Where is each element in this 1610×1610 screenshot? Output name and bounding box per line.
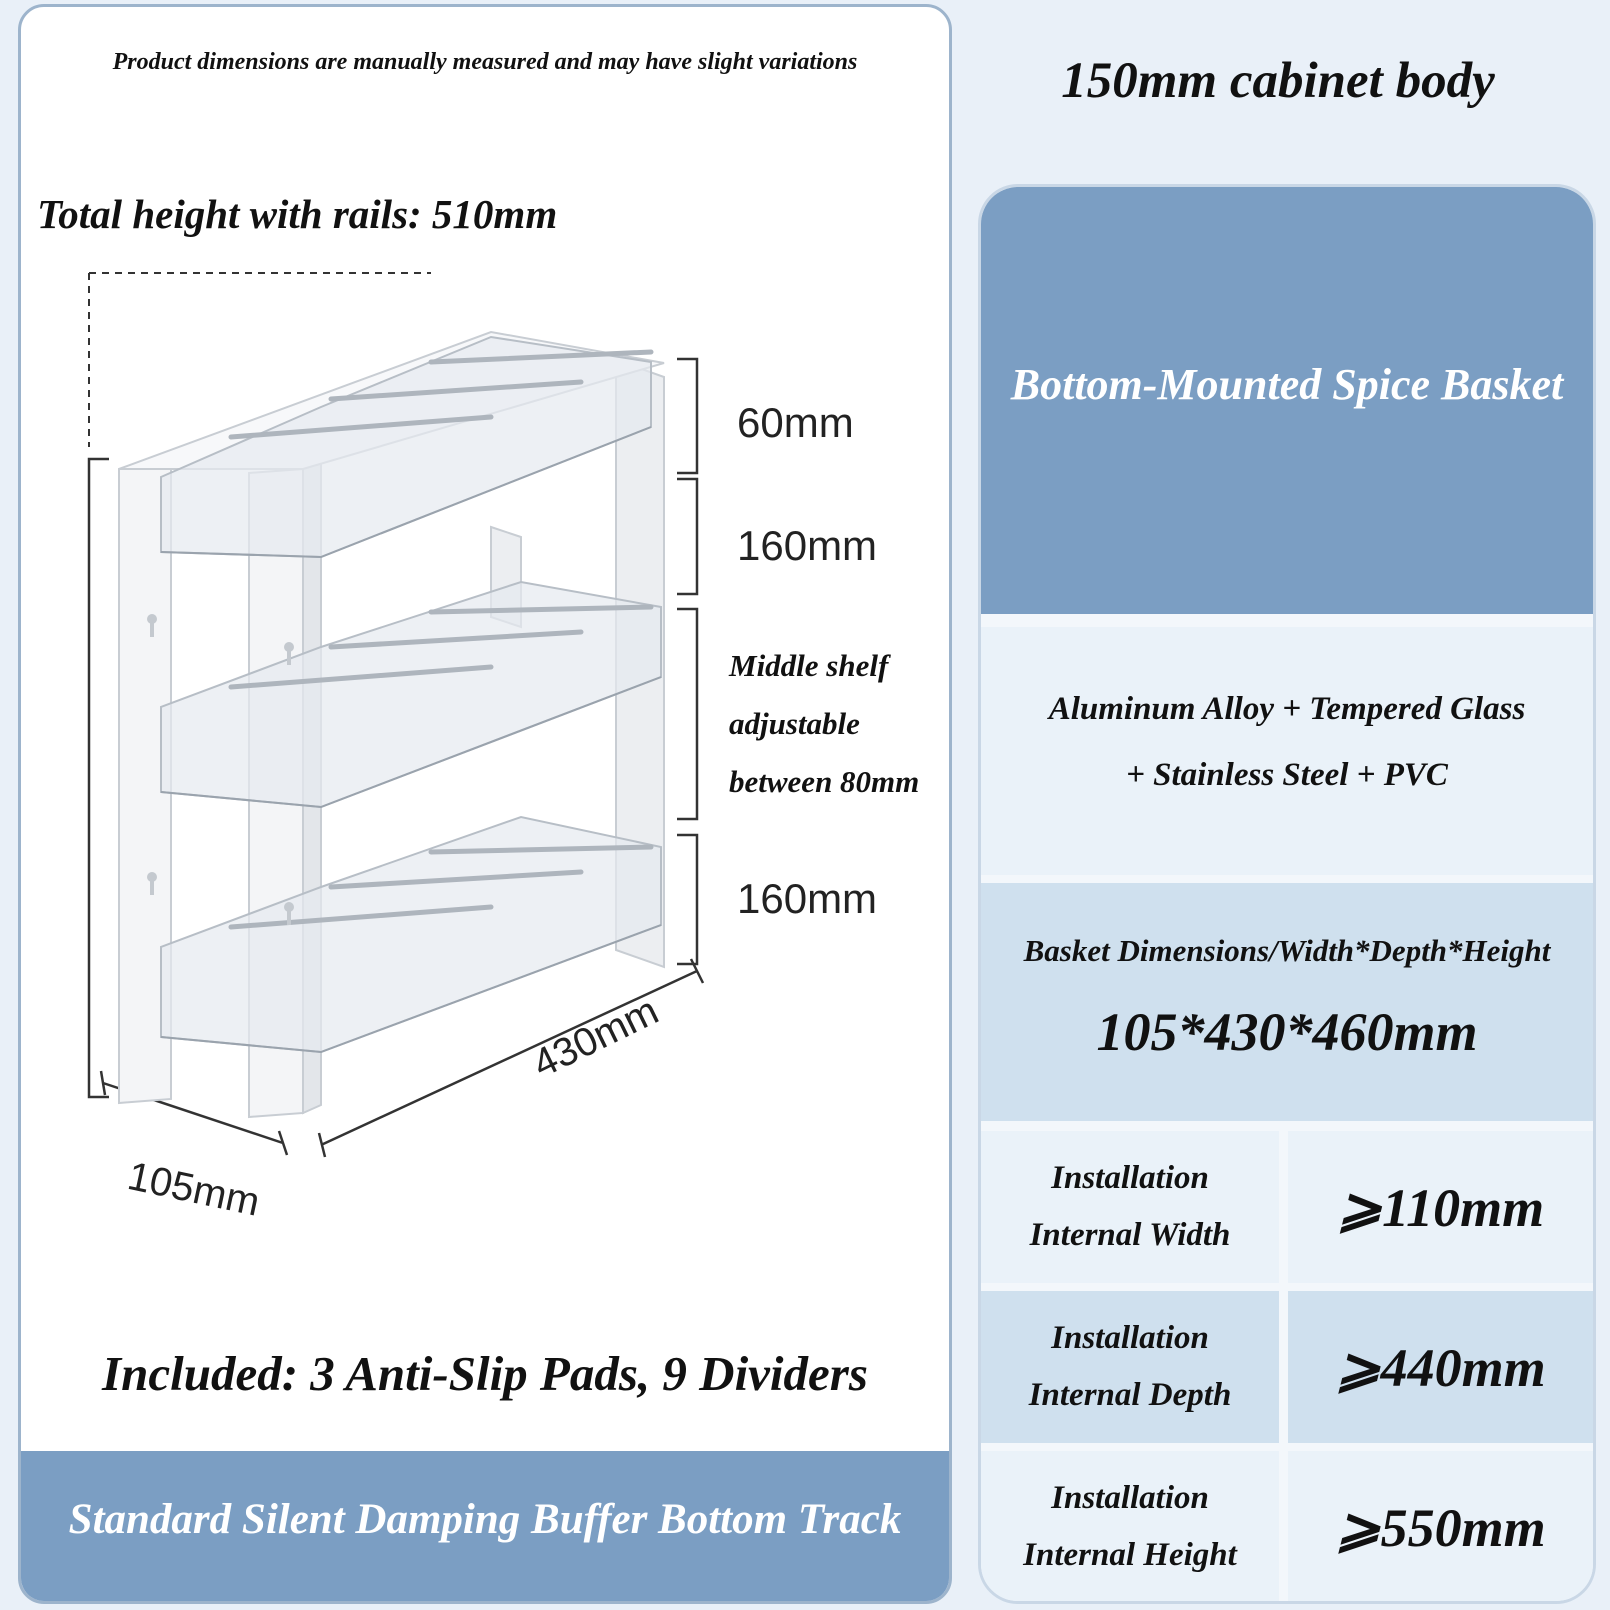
- requirement-row-depth: [981, 1291, 1593, 1443]
- material-line: Aluminum Alloy + Tempered Glass: [1048, 691, 1526, 727]
- requirement-value: ⩾440mm: [1288, 1291, 1593, 1443]
- bracket-160mm-upper: [677, 479, 697, 594]
- requirement-label-line: Internal Depth: [1028, 1377, 1232, 1413]
- requirement-row-width: [981, 1131, 1593, 1283]
- total-height-bracket: [89, 459, 109, 1097]
- track-banner: [21, 1451, 949, 1601]
- dimension-160mm-lower: 160mm: [737, 875, 878, 922]
- requirement-value: ⩾550mm: [1288, 1451, 1593, 1603]
- dimension-60mm: 60mm: [737, 399, 854, 446]
- requirement-label: [981, 1131, 1279, 1283]
- included-accessories: Included: 3 Anti-Slip Pads, 9 Dividers: [102, 1346, 868, 1401]
- requirement-label: [981, 1451, 1279, 1603]
- requirement-label-line: Installation: [1051, 1320, 1209, 1356]
- middle-shelf: [161, 582, 661, 807]
- bracket-60mm: [677, 359, 697, 473]
- requirement-row-height: [981, 1451, 1593, 1603]
- basket-dimensions-value: 105*430*460mm: [1096, 1002, 1478, 1062]
- middle-shelf-line: adjustable: [729, 706, 860, 741]
- middle-shelf-line: Middle shelf: [729, 648, 889, 683]
- middle-shelf-line: between 80mm: [729, 764, 920, 799]
- requirement-label-line: Internal Width: [1029, 1217, 1231, 1253]
- track-banner-text: Standard Silent Damping Buffer Bottom Track: [68, 1496, 902, 1543]
- bracket-160mm-lower: [677, 835, 697, 964]
- dimension-160mm-upper: 160mm: [737, 522, 878, 569]
- product-diagram-panel: [18, 4, 952, 1604]
- dimension-width: 105mm: [123, 1154, 264, 1225]
- requirement-label-line: Internal Height: [1023, 1537, 1237, 1573]
- middle-shelf-note: [729, 637, 919, 811]
- requirement-value: ⩾110mm: [1288, 1131, 1593, 1283]
- total-height-label: Total height with rails: 510mm: [37, 191, 558, 237]
- basket-dimensions: [981, 883, 1593, 1121]
- requirement-label-line: Installation: [1051, 1160, 1209, 1196]
- spec-panel: [978, 184, 1596, 1604]
- bracket-middle-shelf: [677, 609, 697, 819]
- product-title: Bottom-Mounted Spice Basket: [1010, 360, 1564, 409]
- dimension-depth: 430mm: [526, 988, 666, 1087]
- product-header: [981, 187, 1593, 614]
- material-line: + Stainless Steel + PVC: [1126, 757, 1448, 793]
- requirement-label: [981, 1291, 1279, 1443]
- cabinet-title: 150mm cabinet body: [1061, 53, 1495, 109]
- measurement-disclaimer: Product dimensions are manually measured and may have slight variations: [112, 49, 858, 75]
- material-spec: [981, 627, 1593, 875]
- basket-dimensions-label: Basket Dimensions/Width*Depth*Height: [1023, 933, 1551, 968]
- requirement-label-line: Installation: [1051, 1480, 1209, 1516]
